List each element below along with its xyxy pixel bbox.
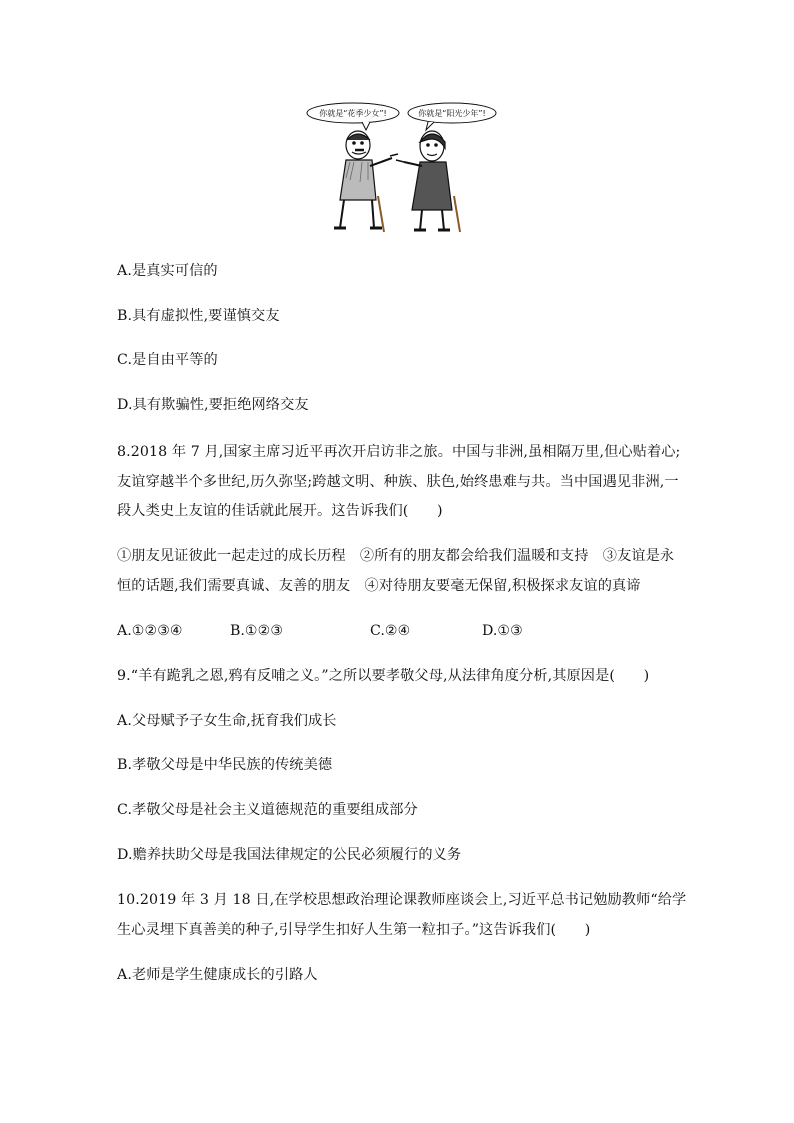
q7-option-c: C.是自由平等的 xyxy=(117,352,218,368)
cartoon-illustration xyxy=(300,100,500,240)
q8-stem-line-3: 段人类史上友谊的佳话就此展开。这告诉我们( ) xyxy=(117,503,443,519)
right-speech-text: 你就是“阳光少年”! xyxy=(418,109,486,118)
q7-option-d: D.具有欺骗性,要拒绝网络交友 xyxy=(117,397,309,413)
q9-option-a: A.父母赋予子女生命,抚育我们成长 xyxy=(117,713,337,729)
q9-option-c: C.孝敬父母是社会主义道德规范的重要组成部分 xyxy=(117,802,418,818)
q9-option-d: D.赡养扶助父母是我国法律规定的公民必须履行的义务 xyxy=(117,847,462,863)
q8-stem-line-2: 友谊穿越半个多世纪,历久弥坚;跨越文明、种族、肤色,始终患难与共。当中国遇见非洲,一 xyxy=(117,474,679,490)
q8-options-row xyxy=(117,621,597,641)
q8-option-a: A.①②③④ xyxy=(117,623,183,639)
q10-option-a: A.老师是学生健康成长的引路人 xyxy=(117,967,318,983)
q8-option-b: B.①②③ xyxy=(230,623,284,639)
q8-option-c: C.②④ xyxy=(370,623,411,639)
q9-option-b: B.孝敬父母是中华民族的传统美德 xyxy=(117,757,333,773)
q7-option-b: B.具有虚拟性,要谨慎交友 xyxy=(117,308,280,324)
q8-statements-line-2: 恒的话题,我们需要真诚、友善的朋友 ④对待朋友要毫无保留,积极探求友谊的真谛 xyxy=(117,578,641,594)
q8-statements-line-1: ①朋友见证彼此一起走过的成长历程 ②所有的朋友都会给我们温暖和支持 ③友谊是永 xyxy=(117,548,675,564)
q7-option-a: A.是真实可信的 xyxy=(117,263,218,279)
old-man-figure xyxy=(334,131,398,232)
q8-option-d: D.①③ xyxy=(482,623,523,639)
right-speech-bubble xyxy=(408,103,496,130)
left-speech-text: 你就是“花季少女”! xyxy=(319,109,387,118)
q10-stem-line-1: 10.2019 年 3 月 18 日,在学校思想政治理论课教师座谈会上,习近平总书记勉励教师“给学 xyxy=(117,892,687,908)
old-woman-figure xyxy=(396,131,460,232)
q8-stem-line-1: 8.2018 年 7 月,国家主席习近平再次开启访非之旅。中国与非洲,虽相隔万里,但心贴着心; xyxy=(117,444,681,460)
left-speech-bubble xyxy=(307,103,399,130)
q10-stem-line-2: 生心灵埋下真善美的种子,引导学生扣好人生第一粒扣子。”这告诉我们( ) xyxy=(117,922,591,938)
q9-stem: 9.“羊有跪乳之恩,鸦有反哺之义。”之所以要孝敬父母,从法律角度分析,其原因是( ) xyxy=(117,668,650,684)
